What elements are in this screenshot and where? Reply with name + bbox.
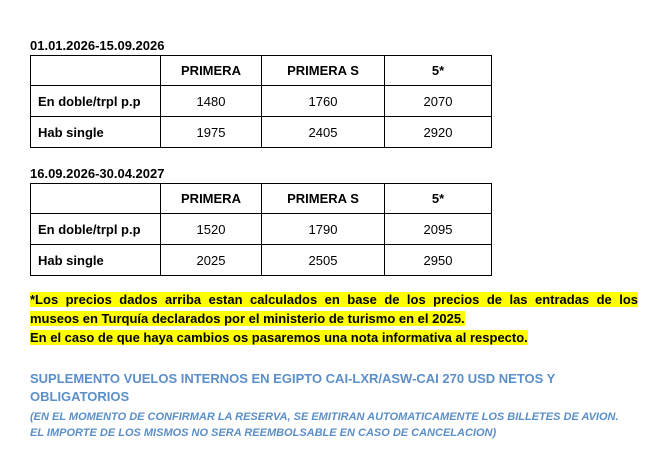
- header-cell-primera: PRIMERA: [161, 184, 262, 214]
- row-label: Hab single: [31, 245, 161, 276]
- price-table-period-1: [30, 55, 492, 148]
- header-cell-empty: [31, 184, 161, 214]
- header-cell-primera-s: PRIMERA S: [262, 56, 385, 86]
- header-cell-primera-s: PRIMERA S: [262, 184, 385, 214]
- price-cell: 1480: [161, 86, 262, 117]
- table-row: [31, 86, 492, 117]
- period-2-title: 16.09.2026-30.04.2027: [30, 166, 165, 181]
- table-row: [31, 214, 492, 245]
- price-cell: 1760: [262, 86, 385, 117]
- price-cell: 2070: [385, 86, 492, 117]
- highlighted-text: En el caso de que haya cambios os pasaremos una nota informativa al respecto.: [30, 330, 528, 345]
- table-header-row: [31, 56, 492, 86]
- price-table-period-2: [30, 183, 492, 276]
- highlighted-text: *Los precios dados arriba estan calculados en base de los precios de las entradas de los: [30, 292, 638, 307]
- supplement-title-line-2: OBLIGATORIOS: [30, 389, 130, 404]
- price-cell: 2095: [385, 214, 492, 245]
- price-cell: 1790: [262, 214, 385, 245]
- price-disclaimer-note: [30, 290, 638, 347]
- header-cell-primera: PRIMERA: [161, 56, 262, 86]
- table-header-row: [31, 184, 492, 214]
- supplement-title: [30, 370, 630, 406]
- note-line-2: [30, 309, 638, 328]
- header-cell-5-star: 5*: [385, 184, 492, 214]
- note-line-1: [30, 290, 638, 309]
- price-cell: 1975: [161, 117, 262, 148]
- supplement-note: [30, 409, 630, 441]
- price-cell: 1520: [161, 214, 262, 245]
- table-row: [31, 117, 492, 148]
- supplement-note-line-2: EL IMPORTE DE LOS MISMOS NO SERA REEMBOLSABLE EN CASO DE CANCELACION): [30, 427, 497, 439]
- header-cell-5-star: 5*: [385, 56, 492, 86]
- supplement-note-line-1: (EN EL MOMENTO DE CONFIRMAR LA RESERVA, SE EMITIRAN AUTOMATICAMENTE LOS BILLETES DE AVION.: [30, 411, 619, 423]
- price-cell: 2950: [385, 245, 492, 276]
- price-cell: 2405: [262, 117, 385, 148]
- price-cell: 2025: [161, 245, 262, 276]
- row-label: En doble/trpl p.p: [31, 214, 161, 245]
- supplement-title-line-1: SUPLEMENTO VUELOS INTERNOS EN EGIPTO CAI-LXR/ASW-CAI 270 USD NETOS Y: [30, 371, 556, 386]
- row-label: En doble/trpl p.p: [31, 86, 161, 117]
- period-1-title: 01.01.2026-15.09.2026: [30, 38, 165, 53]
- note-line-3: [30, 328, 638, 347]
- highlighted-text: museos en Turquía declarados por el ministerio de turismo en el 2025.: [30, 311, 465, 326]
- price-cell: 2920: [385, 117, 492, 148]
- header-cell-empty: [31, 56, 161, 86]
- price-cell: 2505: [262, 245, 385, 276]
- row-label: Hab single: [31, 117, 161, 148]
- table-row: [31, 245, 492, 276]
